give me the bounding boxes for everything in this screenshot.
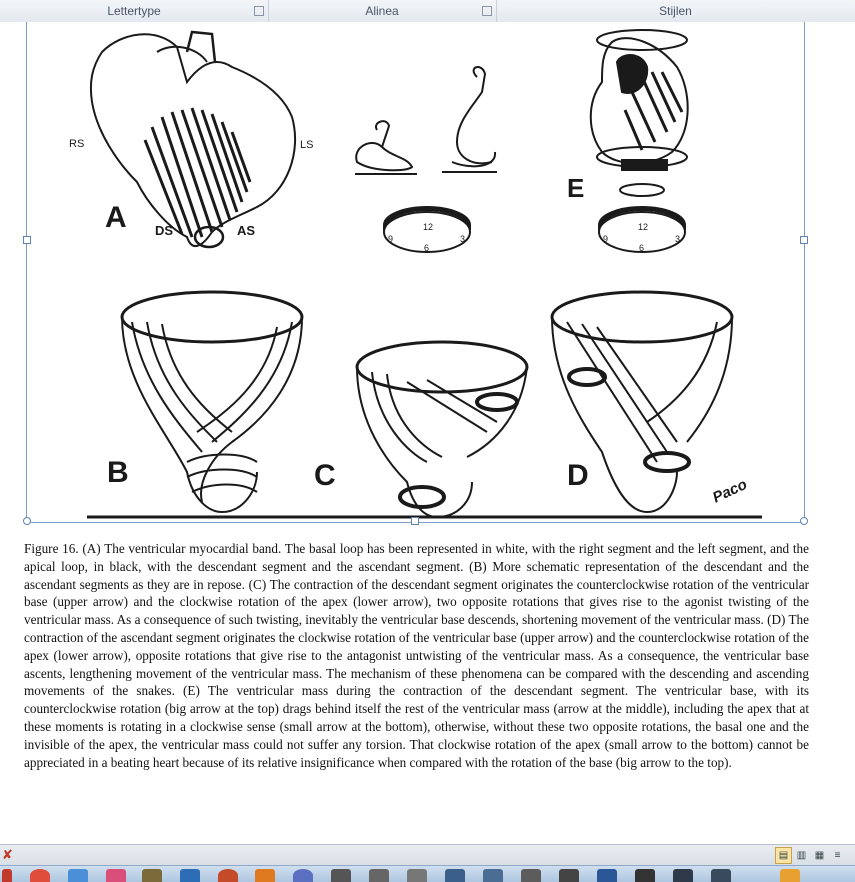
print-layout-view-button[interactable]: ▤ [775, 847, 792, 864]
paragraph-dialog-launcher-icon[interactable] [482, 6, 492, 16]
ribbon-group-styles [496, 0, 855, 22]
taskbar-app-icon[interactable] [2, 869, 12, 882]
ribbon-group-font-label: Lettertype [107, 4, 161, 18]
snake-drawings [355, 67, 497, 174]
taskbar-app-icon[interactable] [142, 869, 162, 882]
taskbar-app-icon[interactable] [673, 869, 693, 882]
taskbar-app-icon[interactable] [521, 869, 541, 882]
clock-right-6: 6 [639, 243, 645, 253]
ribbon-group-paragraph-label: Alinea [365, 4, 399, 18]
taskbar-app-icon[interactable] [180, 869, 200, 882]
document-page[interactable] [0, 22, 855, 844]
taskbar-app-icon[interactable] [255, 869, 275, 882]
taskbar-app-icon[interactable] [559, 869, 579, 882]
panel-label-e: E [567, 173, 585, 203]
full-screen-reading-button[interactable]: ▥ [796, 850, 807, 861]
figure-caption: Figure 16. (A) The ventricular myocardial band. The basal loop has been represented in white, with the right segment and the left segment, and the apical loop, in black, with the descendant segment and the ascendant segment. (B) More schematic representation of the descendant and the ascendant segments as they are in repose. (C) The contraction of the descendant segment originates the counterclockwise rotation of the ventricular base (upper arrow) and the clockwise rotation of the apex (lower arrow), two opposite rotations that gives rise to the agonist twisting of the ventricular mass. As a consequence of such twisting, inevitably the ventricular base descends, shortening movement of the ventricular mass. (D) The contraction of the ascendant segment originates the clockwise rotation of the ventricular base (upper arrow) and the counterclockwise rotation of the apex (lower arrow), opposite rotations that give rise to the antagonist untwisting of the ventricular mass. As a consequence, the ventricular base ascents, lengthening movement of the ventricular mass. The mechanism of these phenomena can be compared with the descending and ascending movements of the snakes. (E) The ventricular mass during the contraction of the descendant segment. The ventricular base, with its counterclockwise rotation (big arrow at the top) drags behind itself the rest of the ventricular mass (arrow at the middle), including the apex that at these moments is rotating in a clockwise sense (small arrow at the bottom), otherwise, without these two opposite rotations, the basal one and the invisible of the apex, the ventricular mass could not suffer any torsion. That clockwise rotation of the apex (small arrow to the bottom) cannot be appreciated in a beating heart because of its relative insignificance when compared with the rotation of the base (big arrow to the top). [24, 541, 809, 770]
resize-handle-bottom-left[interactable] [23, 517, 31, 525]
label-ls: LS [300, 139, 314, 151]
figure-image[interactable] [26, 22, 805, 523]
panel-label-a: A [105, 201, 127, 234]
panel-label-d: D [567, 459, 589, 492]
taskbar-app-icon[interactable] [293, 869, 313, 882]
status-bar [0, 844, 855, 865]
ribbon-group-bar [0, 0, 855, 23]
taskbar-app-icon[interactable] [218, 869, 238, 882]
clock-right-3: 3 [675, 234, 681, 244]
proofing-icon[interactable]: ✘ [2, 847, 13, 862]
heart-drawing-e [591, 30, 688, 196]
figure-16-illustration [27, 22, 804, 522]
taskbar-app-icon[interactable] [331, 869, 351, 882]
taskbar-app-icon[interactable] [106, 869, 126, 882]
clock-mid-3: 3 [460, 234, 466, 244]
taskbar [0, 865, 855, 882]
panel-label-c: C [314, 459, 336, 492]
taskbar-app-icon[interactable] [635, 869, 655, 882]
taskbar-app-icon[interactable] [369, 869, 389, 882]
clock-mid-12: 12 [423, 222, 434, 232]
ribbon-group-styles-label: Stijlen [659, 4, 692, 18]
taskbar-app-icon[interactable] [445, 869, 465, 882]
taskbar-chrome-icon[interactable] [30, 869, 50, 882]
ribbon-group-paragraph [268, 0, 497, 22]
panel-label-b: B [107, 456, 129, 489]
resize-handle-bottom[interactable] [411, 517, 419, 525]
resize-handle-left[interactable] [23, 236, 31, 244]
font-dialog-launcher-icon[interactable] [254, 6, 264, 16]
clock-right-9: 9 [603, 234, 609, 244]
taskbar-app-icon[interactable] [711, 869, 731, 882]
taskbar-app-icon[interactable] [597, 869, 617, 882]
resize-handle-bottom-right[interactable] [800, 517, 808, 525]
label-ds: DS [155, 223, 174, 238]
ribbon-group-font [0, 0, 269, 22]
taskbar-app-icon[interactable] [483, 869, 503, 882]
resize-handle-right[interactable] [800, 236, 808, 244]
cone-drawing-c [357, 342, 527, 517]
taskbar-app-icon[interactable] [68, 869, 88, 882]
outline-view-button[interactable]: ≡ [834, 850, 841, 861]
clock-mid-6: 6 [424, 243, 430, 253]
label-rs: RS [69, 138, 85, 150]
taskbar-app-icon[interactable] [407, 869, 427, 882]
taskbar-tray-icon[interactable] [780, 869, 800, 882]
artist-signature: Paco [710, 475, 750, 507]
label-as: AS [237, 223, 256, 238]
clock-right-12: 12 [638, 222, 649, 232]
web-layout-button[interactable]: ▦ [814, 850, 825, 861]
cone-drawing-b [122, 292, 302, 512]
clock-mid-9: 9 [388, 234, 394, 244]
